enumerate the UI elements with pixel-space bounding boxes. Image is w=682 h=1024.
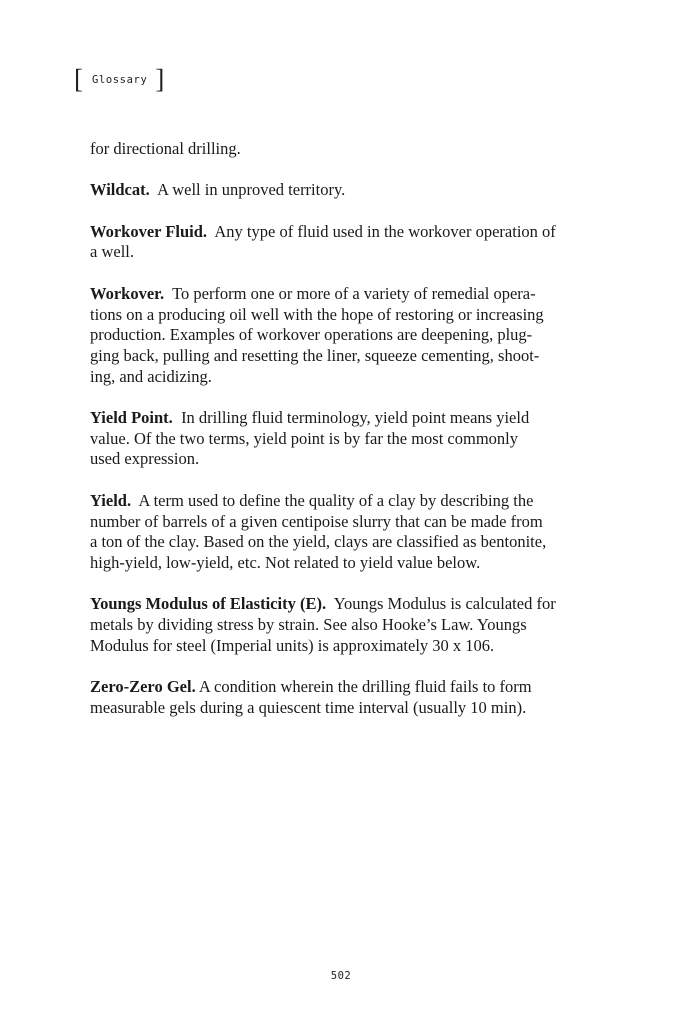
entry-term: Workover Fluid.	[90, 221, 208, 241]
entry-text: A term used to define the quality of a clay by describing the	[138, 490, 534, 510]
entry-text: ing, and acidizing.	[90, 366, 212, 386]
open-bracket: [	[74, 64, 83, 94]
entry-term: Yield.	[90, 490, 132, 510]
entry-text: ging back, pulling and resetting the liner, squeeze cementing, shoot-	[90, 345, 540, 365]
entry-text: Any type of fluid used in the workover operation of	[214, 221, 556, 241]
entry-text: Modulus for steel (Imperial units) is approximately 30 x 106.	[90, 635, 495, 655]
entry-text: high-yield, low-yield, etc. Not related to yield value below.	[90, 552, 481, 572]
entry-text: number of barrels of a given centipoise slurry that can be made from	[90, 511, 543, 531]
entry-text: metals by dividing stress by strain. See also Hooke’s Law. Youngs	[90, 615, 527, 635]
entry-term: Workover.	[90, 283, 165, 303]
entry-text: production. Examples of workover operations are deepening, plug-	[90, 325, 533, 345]
page-number: 502	[330, 970, 352, 982]
close-bracket: ]	[155, 64, 165, 94]
running-head	[74, 66, 164, 92]
entry-text: a ton of the clay. Based on the yield, clays are classified as bentonite,	[90, 532, 547, 552]
entry-youngs-modulus	[90, 594, 610, 656]
entry-yield	[90, 491, 610, 574]
section-label: Glossary	[92, 74, 148, 86]
entry-text: measurable gels during a quiescent time interval (usually 10 min).	[90, 697, 527, 717]
entry-text: A condition wherein the drilling fluid fails to form	[198, 677, 532, 697]
entry-text: tions on a producing oil well with the hope of restoring or increasing	[90, 304, 544, 324]
entry-workover-fluid	[90, 222, 610, 263]
entry-term: Zero-Zero Gel.	[90, 677, 196, 697]
entry-wildcat	[90, 180, 610, 201]
entry-text: Youngs Modulus is calculated for	[333, 594, 556, 614]
entry-workover	[90, 284, 610, 388]
entry-text: value. Of the two terms, yield point is by far the most commonly	[90, 428, 519, 448]
entry-term: Wildcat.	[90, 180, 150, 200]
entry-text: for directional drilling.	[90, 139, 241, 158]
entry-term: Yield Point.	[90, 408, 173, 428]
entry-text: In drilling fluid terminology, yield point means yield	[181, 408, 530, 428]
entry-yield-point	[90, 408, 610, 470]
entry-text: a well.	[90, 242, 134, 262]
entry-zero-zero-gel	[90, 677, 610, 718]
entry-text: To perform one or more of a variety of remedial opera-	[172, 283, 536, 303]
entry-text: used expression.	[90, 449, 200, 469]
glossary-body	[90, 139, 610, 739]
entry-text: A well in unproved territory.	[157, 180, 346, 200]
continued-entry	[90, 139, 610, 160]
entry-term: Youngs Modulus of Elasticity (E).	[90, 594, 327, 614]
